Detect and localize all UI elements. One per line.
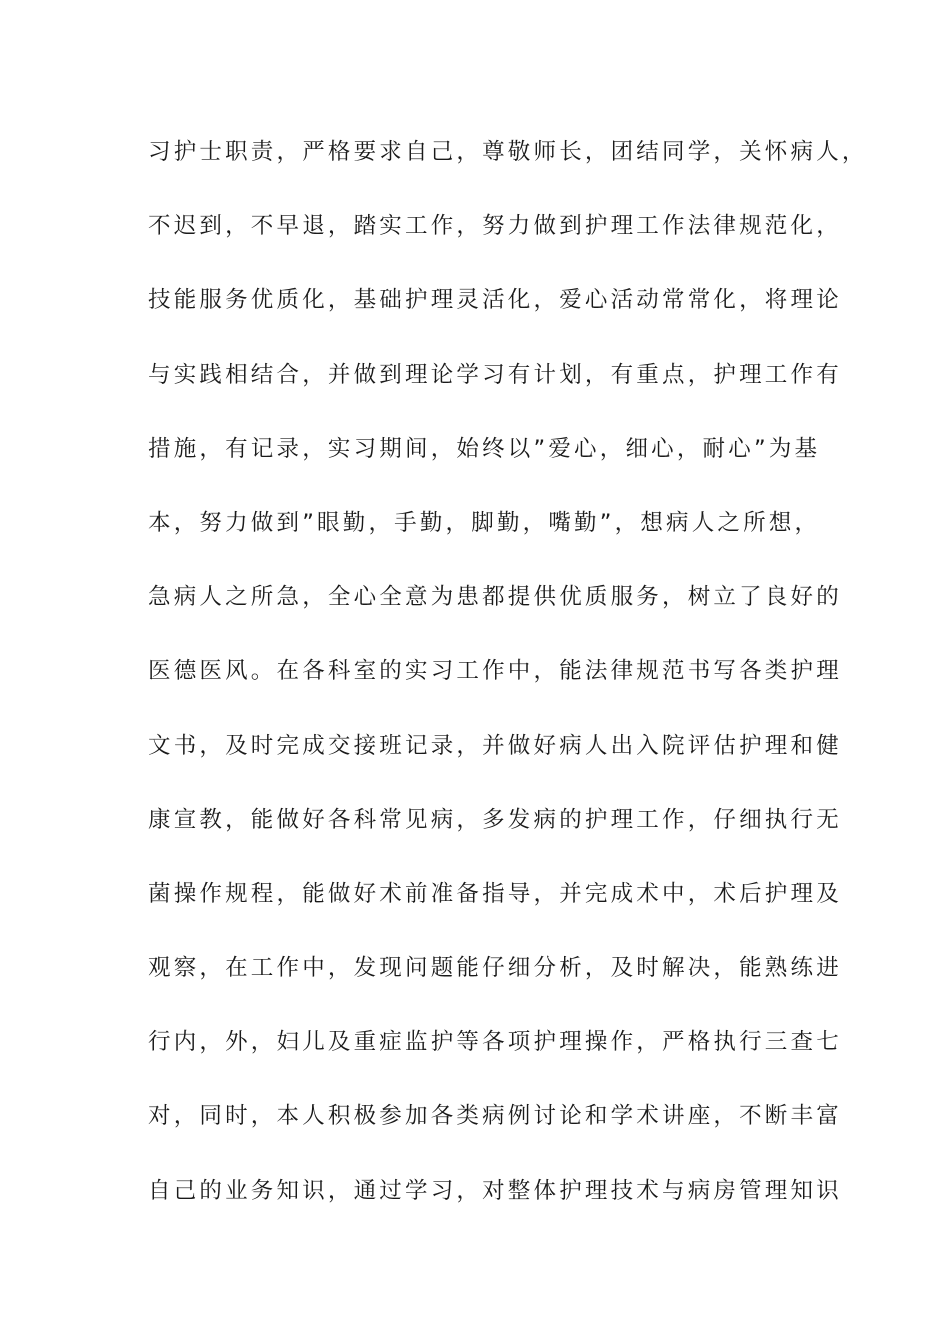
- text-line: 急病人之所急，全心全意为患都提供优质服务，树立了良好的: [148, 584, 842, 611]
- text-line: 菌操作规程，能做好术前准备指导，并完成术中，术后护理及: [148, 880, 842, 907]
- text-line: 不迟到，不早退，踏实工作，努力做到护理工作法律规范化，: [148, 213, 842, 240]
- text-line: 本，努力做到”眼勤，手勤，脚勤，嘴勤”，想病人之所想，: [148, 509, 821, 536]
- text-line: 观察，在工作中，发现问题能仔细分析，及时解决，能熟练进: [148, 955, 842, 982]
- text-line: 自己的业务知识，通过学习，对整体护理技术与病房管理知识: [148, 1177, 842, 1204]
- text-line: 措施，有记录，实习期间，始终以”爱心，细心，耐心”为基: [148, 435, 821, 462]
- text-line: 文书，及时完成交接班记录，并做好病人出入院评估护理和健: [148, 732, 842, 759]
- text-line: 行内，外，妇儿及重症监护等各项护理操作，严格执行三查七: [148, 1029, 842, 1056]
- text-line: 习护士职责，严格要求自己，尊敬师长，团结同学，关怀病人，: [148, 139, 868, 165]
- text-line: 医德医风。在各科室的实习工作中，能法律规范书写各类护理: [148, 658, 842, 685]
- text-line: 技能服务优质化，基础护理灵活化，爱心活动常常化，将理论: [148, 287, 842, 314]
- text-line: 对，同时，本人积极参加各类病例讨论和学术讲座，不断丰富: [148, 1103, 842, 1130]
- text-line: 康宣教，能做好各科常见病，多发病的护理工作，仔细执行无: [148, 806, 842, 833]
- body-paragraph: [148, 132, 868, 1245]
- text-line: 与实践相结合，并做到理论学习有计划，有重点，护理工作有: [148, 361, 842, 388]
